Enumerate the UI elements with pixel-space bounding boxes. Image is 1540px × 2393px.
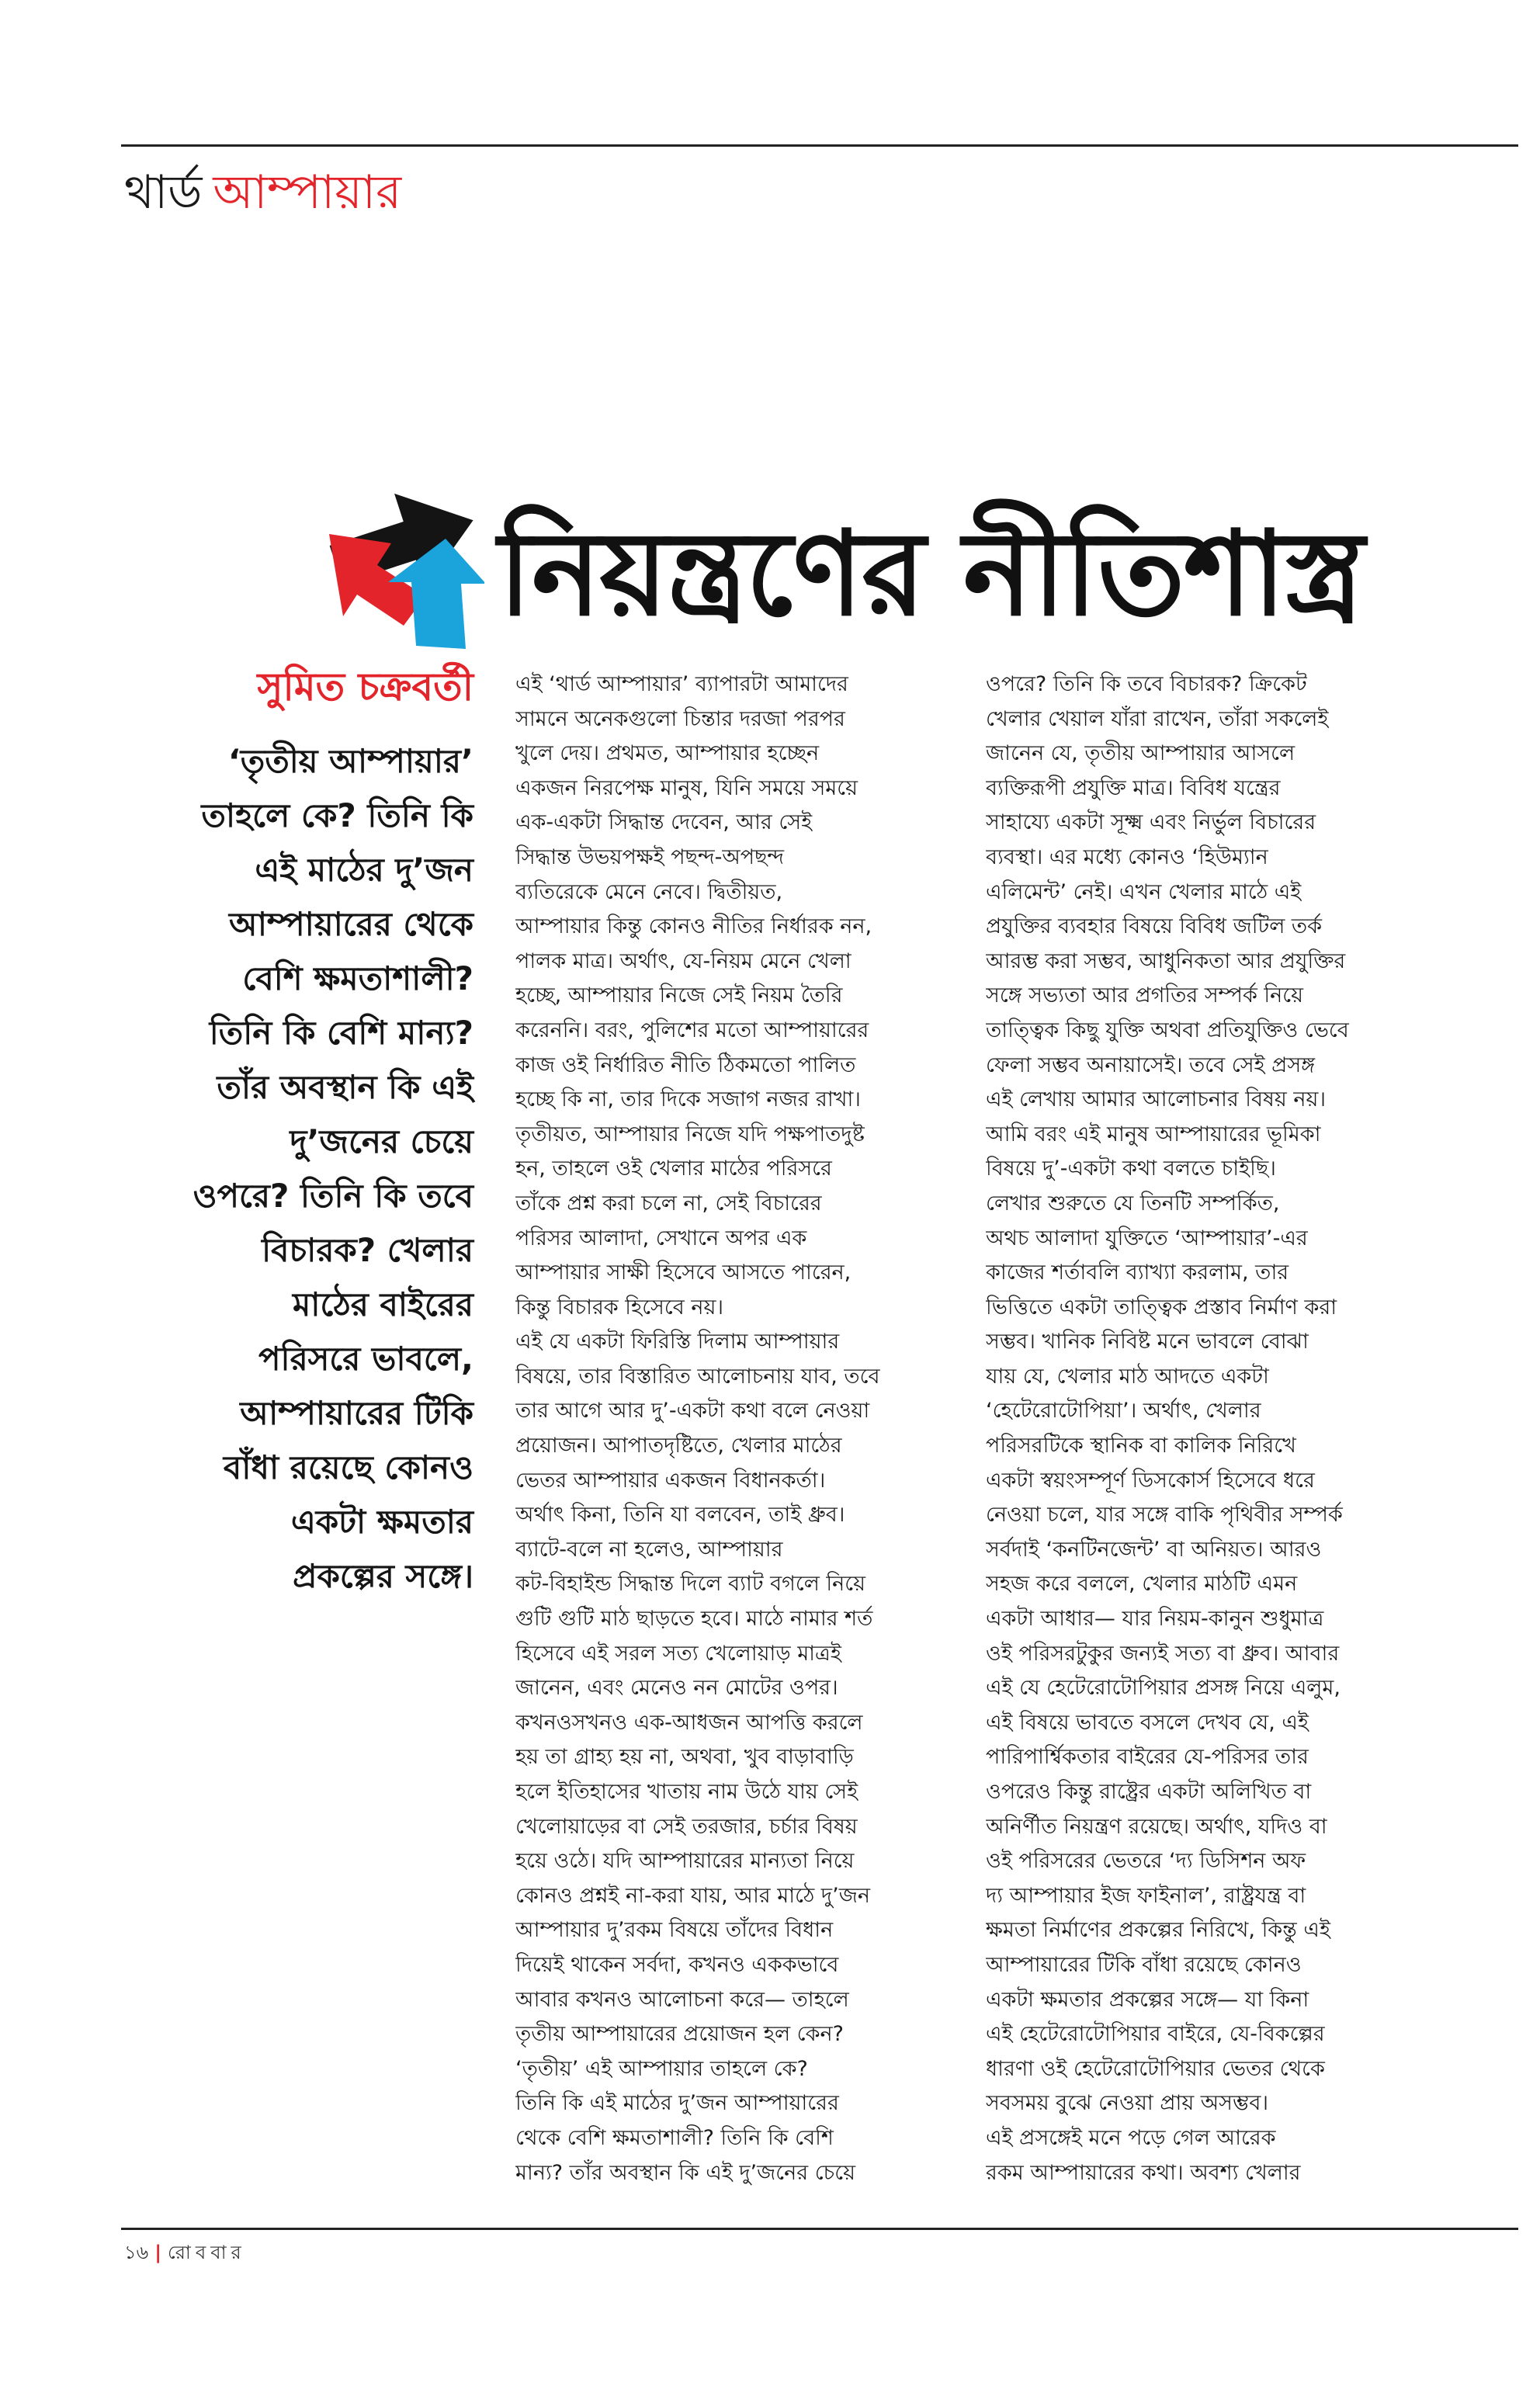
body-line: থেকে বেশি ক্ষমতাশালী? তিনি কি বেশি	[515, 2125, 834, 2150]
body-line: গুটি গুটি মাঠ ছাড়তে হবে। মাঠে নামার শর্ত	[515, 1607, 873, 1632]
pull-quote-line: আম্পায়ারের টিকি	[240, 1394, 473, 1432]
body-line: এই প্রসঙ্গেই মনে পড়ে গেল আরেক	[986, 2125, 1276, 2150]
body-line: আমি বরং এই মানুষ আম্পায়ারের ভূমিকা	[986, 1122, 1321, 1146]
body-line: একটা আধার— যার নিয়ম-কানুন শুধুমাত্র	[986, 1607, 1324, 1632]
body-line: বিষয়ে দু’-একটা কথা বলতে চাইছি।	[986, 1157, 1276, 1181]
pull-quote-line: বাঁধা রয়েছে কোনও	[223, 1448, 473, 1486]
body-line: জানেন যে, তৃতীয় আম্পায়ার আসলে	[986, 741, 1295, 766]
body-line: সম্ভব। খানিক নিবিষ্ট মনে ভাবলে বোঝা	[986, 1330, 1309, 1354]
body-line: একটা স্বয়ংসম্পূর্ণ ডিসকোর্স হিসেবে ধরে	[986, 1468, 1315, 1493]
body-line: পরিসরটিকে স্থানিক বা কালিক নিরিখে	[986, 1434, 1296, 1458]
body-line: পালক মাত্র। অর্থাৎ, যে-নিয়ম মেনে খেলা	[515, 949, 852, 973]
body-line: ‘হেটেরোটোপিয়া’। অর্থাৎ, খেলার	[986, 1399, 1261, 1424]
pull-quote-line: প্রকল্পের সঙ্গে।	[293, 1557, 473, 1595]
article-title: নিয়ন্ত্রণের নীতিশাস্ত্র	[498, 507, 1364, 642]
body-line: একজন নিরপেক্ষ মানুষ, যিনি সময়ে সময়ে	[515, 775, 858, 800]
body-line: ব্যবস্থা। এর মধ্যে কোনও ‘হিউম্যান	[986, 844, 1268, 869]
body-line: বিষয়ে, তার বিস্তারিত আলোচনায় যাব, তবে	[515, 1364, 880, 1389]
arrows-icon	[329, 487, 484, 650]
page-number: ১৬	[124, 2242, 149, 2263]
body-line: এক-একটা সিদ্ধান্ত দেবেন, আর সেই	[515, 810, 813, 835]
section-word-2: আম্পায়ার	[213, 165, 402, 220]
body-line: কোনও প্রশ্নই না-করা যায়, আর মাঠে দু’জন	[515, 1883, 870, 1908]
body-line: ‘তৃতীয়’ এই আম্পায়ার তাহলে কে?	[515, 2056, 808, 2081]
body-line: একটা ক্ষমতার প্রকল্পের সঙ্গে— যা কিনা	[986, 1987, 1309, 2012]
body-line: এই হেটেরোটোপিয়ার বাইরে, যে-বিকল্পের	[986, 2022, 1325, 2047]
body-column-2	[986, 668, 1420, 2190]
body-line: হয় তা গ্রাহ্য হয় না, অথবা, খুব বাড়াবাড়ি	[515, 1745, 854, 1770]
body-line: এলিমেন্ট’ নেই। এখন খেলার মাঠে এই	[986, 879, 1302, 904]
body-line: রকম আম্পায়ারের কথা। অবশ্য খেলার	[986, 2160, 1301, 2185]
body-line: খুলে দেয়। প্রথমত, আম্পায়ার হচ্ছেন	[515, 741, 820, 766]
pull-quote-line: মাঠের বাইরের	[292, 1285, 473, 1323]
body-line: ধারণা ওই হেটেরোটোপিয়ার ভেতর থেকে	[986, 2056, 1325, 2081]
pull-quote-line: বিচারক? খেলার	[262, 1231, 473, 1269]
body-line: ভেতর আম্পায়ার একজন বিধানকর্তা।	[515, 1468, 826, 1493]
body-line: সিদ্ধান্ত উভয়পক্ষই পছন্দ-অপছন্দ	[515, 844, 785, 869]
body-line: তৃতীয় আম্পায়ারের প্রয়োজন হল কেন?	[515, 2022, 844, 2047]
pull-quote-line: তাহলে কে? তিনি কি	[201, 796, 473, 834]
pull-quote	[140, 734, 473, 1604]
body-line: আম্পায়ারের টিকি বাঁধা রয়েছে কোনও	[986, 1952, 1302, 1977]
body-line: হচ্ছে কি না, তার দিকে সজাগ নজর রাখা।	[515, 1087, 861, 1112]
body-line: সহজ করে বললে, খেলার মাঠটি এমন	[986, 1572, 1298, 1597]
body-line: সঙ্গে সভ্যতা আর প্রগতির সম্পর্ক নিয়ে	[986, 983, 1304, 1008]
body-line: লেখার শুরুতে যে তিনটি সম্পর্কিত,	[986, 1191, 1280, 1216]
body-line: আরম্ভ করা সম্ভব, আধুনিকতা আর প্রযুক্তির	[986, 949, 1346, 973]
section-word-1: থার্ড	[124, 165, 203, 220]
body-line: ব্যাটে-বলে না হলেও, আম্পায়ার	[515, 1537, 783, 1562]
footer-separator: |	[154, 2242, 161, 2263]
body-line: ওপরেও কিন্তু রাষ্ট্রের একটা অলিখিত বা	[986, 1780, 1312, 1804]
pull-quote-line: দু’জনের চেয়ে	[290, 1122, 473, 1160]
body-line: ওপরে? তিনি কি তবে বিচারক? ক্রিকেট	[986, 672, 1307, 696]
body-line: প্রযুক্তির ব্যবহার বিষয়ে বিবিধ জটিল তর্ক	[986, 914, 1323, 939]
pull-quote-line: ওপরে? তিনি কি তবে	[192, 1177, 473, 1215]
body-line: কট-বিহাইন্ড সিদ্ধান্ত দিলে ব্যাট বগলে নিয়ে	[515, 1572, 865, 1597]
pull-quote-line: বেশি ক্ষমতাশালী?	[242, 959, 473, 997]
body-line: করেননি। বরং, পুলিশের মতো আম্পায়ারের	[515, 1018, 869, 1042]
body-line: আম্পায়ার দু’রকম বিষয়ে তাঁদের বিধান	[515, 1918, 834, 1943]
body-line: নেওয়া চলে, যার সঙ্গে বাকি পৃথিবীর সম্পর্ক	[986, 1503, 1343, 1528]
body-line: ফেলা সম্ভব অনায়াসেই। তবে সেই প্রসঙ্গ	[986, 1053, 1316, 1077]
body-line: পারিপার্শ্বিকতার বাইরের যে-পরিসর তার	[986, 1745, 1309, 1770]
pull-quote-line: তাঁর অবস্থান কি এই	[217, 1068, 473, 1106]
body-line: তিনি কি এই মাঠের দু’জন আম্পায়ারের	[515, 2091, 839, 2116]
body-line: অর্থাৎ কিনা, তিনি যা বলবেন, তাই ধ্রুব।	[515, 1503, 845, 1528]
body-line: কখনওসখনও এক-আধজন আপত্তি করলে	[515, 1710, 863, 1735]
body-line: কাজের শর্তাবলি ব্যাখ্যা করলাম, তার	[986, 1261, 1289, 1285]
body-line: ভিত্তিতে একটা তাত্ত্বিক প্রস্তাব নির্মাণ করা	[986, 1295, 1337, 1320]
body-line: সামনে অনেকগুলো চিন্তার দরজা পরপর	[515, 706, 845, 731]
body-line: অথচ আলাদা যুক্তিতে ‘আম্পায়ার’-এর	[986, 1226, 1308, 1250]
body-line: আম্পায়ার কিন্তু কোনও নীতির নির্ধারক নন,	[515, 914, 872, 939]
body-line: আবার কখনও আলোচনা করে— তাহলে	[515, 1987, 849, 2012]
body-line: ব্যক্তিরূপী প্রযুক্তি মাত্র। বিবিধ যন্ত্রের	[986, 775, 1281, 800]
page-footer	[124, 2237, 246, 2268]
body-line: এই লেখায় আমার আলোচনার বিষয় নয়।	[986, 1087, 1327, 1112]
pull-quote-line: আম্পায়ারের থেকে	[229, 905, 473, 943]
bottom-rule	[121, 2228, 1518, 2230]
body-line: হচ্ছে, আম্পায়ার নিজে সেই নিয়ম তৈরি	[515, 983, 843, 1008]
body-line: আম্পায়ার সাক্ষী হিসেবে আসতে পারেন,	[515, 1261, 852, 1285]
body-line: হন, তাহলে ওই খেলার মাঠের পরিসরে	[515, 1157, 832, 1181]
body-line: হয়ে ওঠে। যদি আম্পায়ারের মান্যতা নিয়ে	[515, 1849, 855, 1874]
body-line: হিসেবে এই সরল সত্য খেলোয়াড় মাত্রই	[515, 1641, 841, 1666]
body-line: এই যে একটা ফিরিস্তি দিলাম আম্পায়ার	[515, 1330, 840, 1354]
body-line: দ্য আম্পায়ার ইজ ফাইনাল’, রাষ্ট্রযন্ত্র বা	[986, 1883, 1306, 1908]
pull-quote-line: তিনি কি বেশি মান্য?	[209, 1014, 473, 1052]
body-line: কাজ ওই নির্ধারিত নীতি ঠিকমতো পালিত	[515, 1053, 856, 1077]
author-byline: সুমিত চক্রবর্তী	[257, 664, 473, 709]
body-line: সাহায্যে একটা সূক্ষ্ম এবং নির্ভুল বিচারের	[986, 810, 1316, 835]
body-line: এই বিষয়ে ভাবতে বসলে দেখব যে, এই	[986, 1710, 1309, 1735]
body-line: মান্য? তাঁর অবস্থান কি এই দু’জনের চেয়ে	[515, 2160, 855, 2185]
body-line: পরিসর আলাদা, সেখানে অপর এক	[515, 1226, 807, 1250]
pull-quote-line: একটা ক্ষমতার	[290, 1503, 473, 1541]
body-line: তৃতীয়ত, আম্পায়ার নিজে যদি পক্ষপাতদুষ্ট	[515, 1122, 865, 1146]
pull-quote-line: এই মাঠের দু’জন	[255, 851, 473, 889]
body-line: ক্ষমতা নির্মাণের প্রকল্পের নিরিখে, কিন্তু এই	[986, 1918, 1330, 1943]
body-line: তাত্ত্বিক কিছু যুক্তি অথবা প্রতিযুক্তিও ভেবে	[986, 1018, 1349, 1042]
body-line: এই ‘থার্ড আম্পায়ার’ ব্যাপারটা আমাদের	[515, 672, 848, 696]
body-line: অনির্ণীত নিয়ন্ত্রণ রয়েছে। অর্থাৎ, যদিও বা	[986, 1814, 1327, 1839]
body-line: সবসময় বুঝে নেওয়া প্রায় অসম্ভব।	[986, 2091, 1269, 2116]
body-line: জানেন, এবং মেনেও নন মোটের ওপর।	[515, 1676, 838, 1701]
pull-quote-line: ‘তৃতীয় আম্পায়ার’	[227, 742, 473, 780]
pull-quote-line: পরিসরে ভাবলে,	[258, 1340, 473, 1378]
body-line: তার আগে আর দু’-একটা কথা বলে নেওয়া	[515, 1399, 870, 1424]
body-line: এই যে হেটেরোটোপিয়ার প্রসঙ্গ নিয়ে এলুম,	[986, 1676, 1341, 1701]
body-column-1	[515, 668, 950, 2190]
body-line: খেলোয়াড়ের বা সেই তরজার, চর্চার বিষয়	[515, 1814, 858, 1839]
section-header	[124, 155, 401, 230]
magazine-name: রোববার	[167, 2242, 246, 2263]
body-line: তাঁকে প্রশ্ন করা চলে না, সেই বিচারের	[515, 1191, 822, 1216]
top-rule	[121, 144, 1518, 147]
body-line: খেলার খেয়াল যাঁরা রাখেন, তাঁরা সকলেই	[986, 706, 1329, 731]
body-line: যায় যে, খেলার মাঠ আদতে একটা	[986, 1364, 1269, 1389]
body-line: দিয়েই থাকেন সর্বদা, কখনও এককভাবে	[515, 1952, 839, 1977]
body-line: সর্বদাই ‘কনটিনজেন্ট’ বা অনিয়ত। আরও	[986, 1537, 1322, 1562]
body-line: ব্যতিরেকে মেনে নেবে। দ্বিতীয়ত,	[515, 879, 783, 904]
body-line: হলে ইতিহাসের খাতায় নাম উঠে যায় সেই	[515, 1780, 858, 1804]
body-line: প্রয়োজন। আপাতদৃষ্টিতে, খেলার মাঠের	[515, 1434, 842, 1458]
body-line: কিন্তু বিচারক হিসেবে নয়।	[515, 1295, 724, 1320]
body-line: ওই পরিসরটুকুর জন্যই সত্য বা ধ্রুব। আবার	[986, 1641, 1340, 1666]
body-line: ওই পরিসরের ভেতরে ‘দ্য ডিসিশন অফ	[986, 1849, 1306, 1874]
